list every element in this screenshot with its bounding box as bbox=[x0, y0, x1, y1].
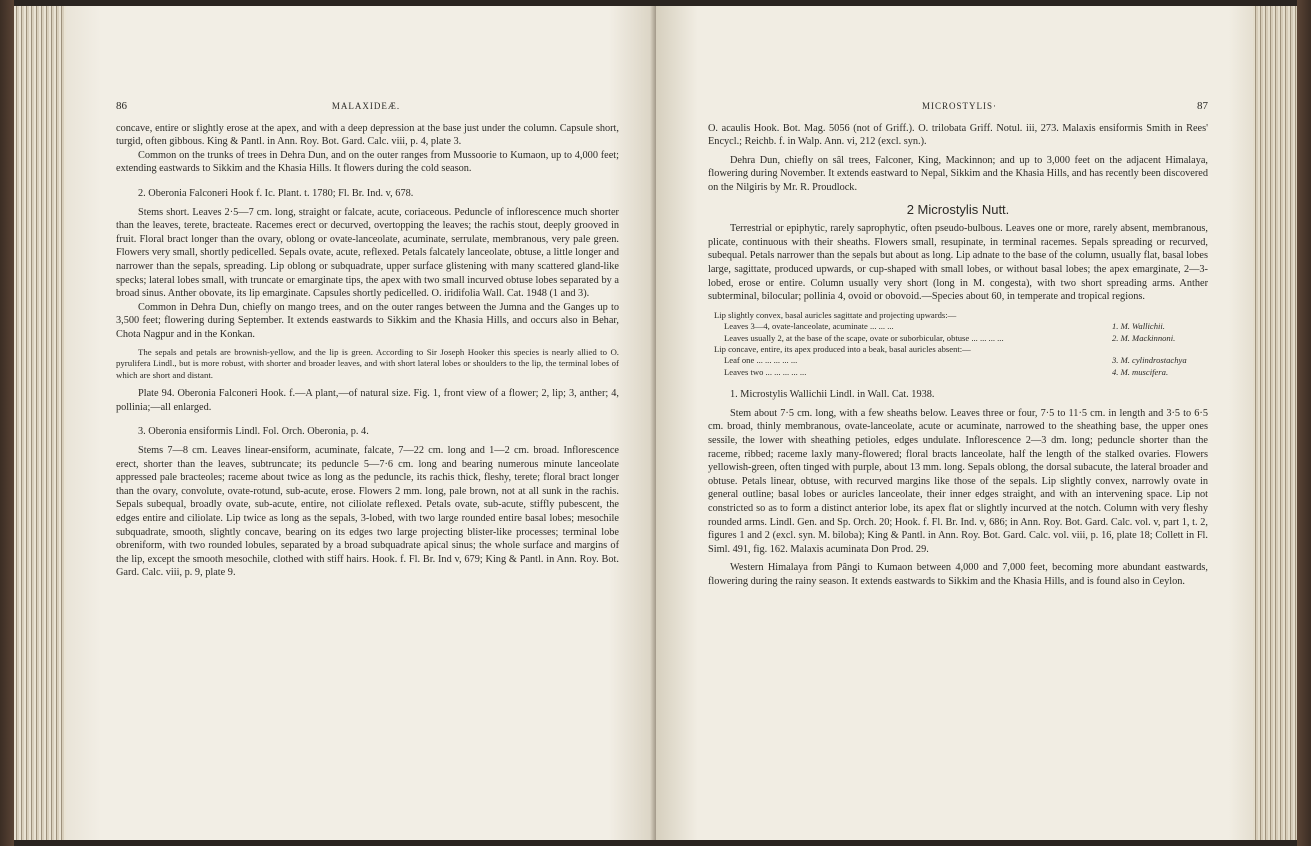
species-heading: 2. Oberonia Falconeri Hook f. Ic. Plant. t. 1780; Fl. Br. Ind. v, 678. bbox=[138, 187, 414, 199]
genus-heading: 2 Microstylis Nutt. bbox=[906, 201, 1010, 217]
right-page-number: 87 bbox=[1197, 100, 1208, 112]
left-paragraph: Common on the trunks of trees in Dehra Dun, and on the outer ranges from Mussoorie to Kumaon, up to 4,000 feet; extending eastwards to Sikkim and the Khasia Hills. It flowers during the cold season. bbox=[116, 149, 619, 175]
right-paragraph: Dehra Dun, chiefly on sâl trees, Falconer, King, Mackinnon; and up to 3,000 feet on the adjacent Himalaya, flowering during November. It extends eastward to Nepal, Sikkim and the Khasia Hills, and has recently been discovered on the Nilgiris by Mr. R. Proudlock. bbox=[708, 154, 1208, 193]
species-description: Stem about 7·5 cm. long, with a few sheaths below. Leaves three or four, 7·5 to 11·5 cm. in length and 3·5 to 6·5 cm. broad, thinly membranous, ovate-lanceolate, acute or acuminate, narrowed to the sheathing base, the upper ones sessile, the lower with sheathing petioles, edges undulate. Inflorescence 2—3 dm. long; peduncle shorter than the raceme, ribbed; raceme laxly many-flowered; floral bracts lanceolate, half the length of the stalked ovaries. Flowers yellowish-green, often tinged with purple, about 13 mm. long. Sepals oblong, the dorsal subacute, the lateral broader and obtuse. Petals linear, obtuse, with recurved margins like those of the sepals. Lip slightly convex, narrowly ovate in general outline; basal lobes or auricles lanceolate, their inner edges straight, and with an intervening space. Lip not constricted so as to form a distinct anterior lobe, its apex flat or slightly incurved at the notch. Column with very fleshy rounded arms. Lindl. Gen. and Sp. Orch. 20; Hook. f. Fl. Br. Ind. v, 686; in Ann. Roy. Bot. Gard. Calc. vol. v, part 1, t. 2, figures 1 and 2 (excl. syn. M. biloba); King & Pantl. in Ann. Roy. Bot. Gard. Calc. vol. viii, p. 16, plate 18; Collett in Fl. Siml. 491, fig. 162. Malaxis acuminata Don Prod. 29. bbox=[708, 407, 1208, 555]
species-description: Stems short. Leaves 2·5—7 cm. long, straight or falcate, acute, coriaceous. Peduncle of inflorescence much shorter than the leaves, terete, bracteate. Racemes erect or decurved, overtopping the leaves; the rachis stout, deeply grooved in fruit. Floral bract longer than the ovary, oblong or ovate-lanceolate, acuminate, serrulate, membranous, very pale green. Flowers very small, shortly pedicelled. Sepals ovate, acute, reflexed. Petals falcately lanceolate, obtuse, a little longer and narrower than the sepals, spreading. Lip oblong or subquadrate, upper surface glistening with many scattered gland-like specks; lateral lobes small, with truncate or emarginate tips, the apex with two small incurved obtuse lobes separated by a broad sinus. Anther obovate, its lip emarginate. Capsules shortly pedicelled. O. iridifolia Wall. Cat. 1948 (1 and 3). bbox=[116, 206, 619, 300]
key-row: Lip concave, entire, its apex produced into a beak, basal auricles absent:— bbox=[714, 343, 971, 354]
genus-description: Terrestrial or epiphytic, rarely saprophytic, often pseudo-bulbous. Leaves one or more, rarely absent, membranous, plicate, continuous with their sheaths. Flowers small, resupinate, in terminal racemes. Sepals spreading or recurved, subequal. Petals narrower than the sepals but about as long. Lip adnate to the base of the column, usually flat, basal lobes large, sagittate, produced upwards, or cup-shaped with small lobes, or without basal lobes; the apex emarginate, 2—3-lobed, erose or entire. Column usually very short (long in M. congesta), with two short spreading arms. Anther subterminal, bilocular; pollinia 4, ovoid or obovoid.—Species about 60, in temperate and tropical regions. bbox=[708, 223, 1208, 303]
left-header-title: MALAXIDEÆ. bbox=[331, 101, 401, 111]
species-key bbox=[714, 310, 1208, 378]
key-row: Leaves usually 2, at the base of the scape, ovate or suborbicular, obtuse ... ... ... ... 2. M. Mackinnoni. bbox=[724, 332, 1176, 343]
book-cover-left bbox=[0, 0, 14, 846]
note-paragraph: The sepals and petals are brownish-yellow, and the lip is green. According to Sir Joseph Hooker this species is nearly allied to O. pyrulifera Lindl., but is more robust, with shorter and broader leaves, and with short lateral lobes or shoulders to the lip, the terminal lobes of which are short and distant. bbox=[116, 346, 619, 380]
left-paragraph: Common in Dehra Dun, chiefly on mango trees, and on the outer ranges between the Jumna and the Ganges up to 3,500 feet; flowering during September. It extends eastwards to Sikkim and the Khasia Hills, and occurs also in Behar, Chota Nagpur and in the Konkan. bbox=[116, 301, 619, 340]
right-running-head bbox=[708, 100, 1208, 114]
left-running-head bbox=[116, 100, 619, 114]
plate-caption: Plate 94. Oberonia Falconeri Hook. f.—A plant,—of natural size. Fig. 1, front view of a flower; 2, lip; 3, anther; 4, pollinia;—all enlarged. bbox=[116, 388, 619, 413]
key-row: Lip slightly convex, basal auricles sagittate and projecting upwards:— bbox=[714, 309, 957, 320]
species-heading: 1. Microstylis Wallichii Lindl. in Wall. Cat. 1938. bbox=[730, 389, 935, 401]
key-row: Leaves two ... ... ... ... ... 4. M. muscifera. bbox=[724, 366, 1169, 377]
right-page-content bbox=[708, 100, 1208, 588]
species-description: Stems 7—8 cm. Leaves linear-ensiform, acuminate, falcate, 7—22 cm. long and 1—2 cm. broad. Inflorescence erect, shorter than the leaves, subtruncate; its peduncle 5—7·6 cm. long and bearing numerous minute lanceolate appressed pale bracteoles; raceme about twice as long as the peduncle, its rachis thick, fleshy, terete; floral bract longer than the ovary, convolute, ovate-rotund, sub-acute, erose. Flowers 2 mm. long, pale brown, not at all sunk in the rachis. Sepals subequal, broadly ovate, sub-acute, entire, not ciliolate reflexed. Petals ovate, sub-acute, stiffly pubescent, the edges entire and ciliolate. Lip twice as long as the sepals, 3-lobed, with two large rounded entire basal lobes; mesochile subquadrate, smooth, slightly concave, bearing on its edges two large projecting blister-like processes; terminal lobe obreniform, with two rounded lobules, separated by a broad subquadrate apical sinus; the whole surface and margins of the lip, except the smooth mesochile, clothed with stiff hairs. Hook. f. Fl. Br. Ind v, 679; King & Pantl. in Ann. Roy. Bot. Gard. Calc. viii, p. 9, plate 9. bbox=[116, 445, 619, 579]
book-cover-right bbox=[1297, 0, 1311, 846]
key-row: Leaf one ... ... ... ... ... 3. M. cylindrostachya bbox=[724, 355, 1187, 366]
right-paragraph: O. acaulis Hook. Bot. Mag. 5056 (not of Griff.). O. trilobata Griff. Notul. iii, 273. Malaxis ensiformis Smith in Rees' Encycl.; Reichb. f. in Walp. Ann. vi, 212 (excl. syn.). bbox=[708, 122, 1208, 148]
left-page-content bbox=[116, 100, 619, 580]
key-row: Leaves 3—4, ovate-lanceolate, acuminate ... ... ... 1. M. Wallichii. bbox=[724, 321, 1165, 332]
left-page-number: 86 bbox=[116, 100, 127, 112]
left-paragraph: concave, entire or slightly erose at the apex, and with a deep depression at the base just under the column. Capsule short, turgid, often gibbous. King & Pantl. in Ann. Roy. Bot. Gard. Calc. viii, p. 4, plate 3. bbox=[116, 122, 619, 148]
right-page bbox=[656, 6, 1253, 840]
right-paragraph: Western Himalaya from Pângi to Kumaon between 4,000 and 7,000 feet, becoming more abundant eastwards, flowering during the rainy season. It extends eastwards to Sikkim and the Khasia Hills, and is found also in Ceylon. bbox=[708, 562, 1208, 587]
species-heading: 3. Oberonia ensiformis Lindl. Fol. Orch. Oberonia, p. 4. bbox=[138, 426, 369, 438]
page-edges-left bbox=[14, 6, 66, 840]
left-page bbox=[66, 6, 656, 840]
page-edges-right bbox=[1253, 6, 1297, 840]
right-header-title: MICROSTYLIS· bbox=[921, 101, 997, 111]
